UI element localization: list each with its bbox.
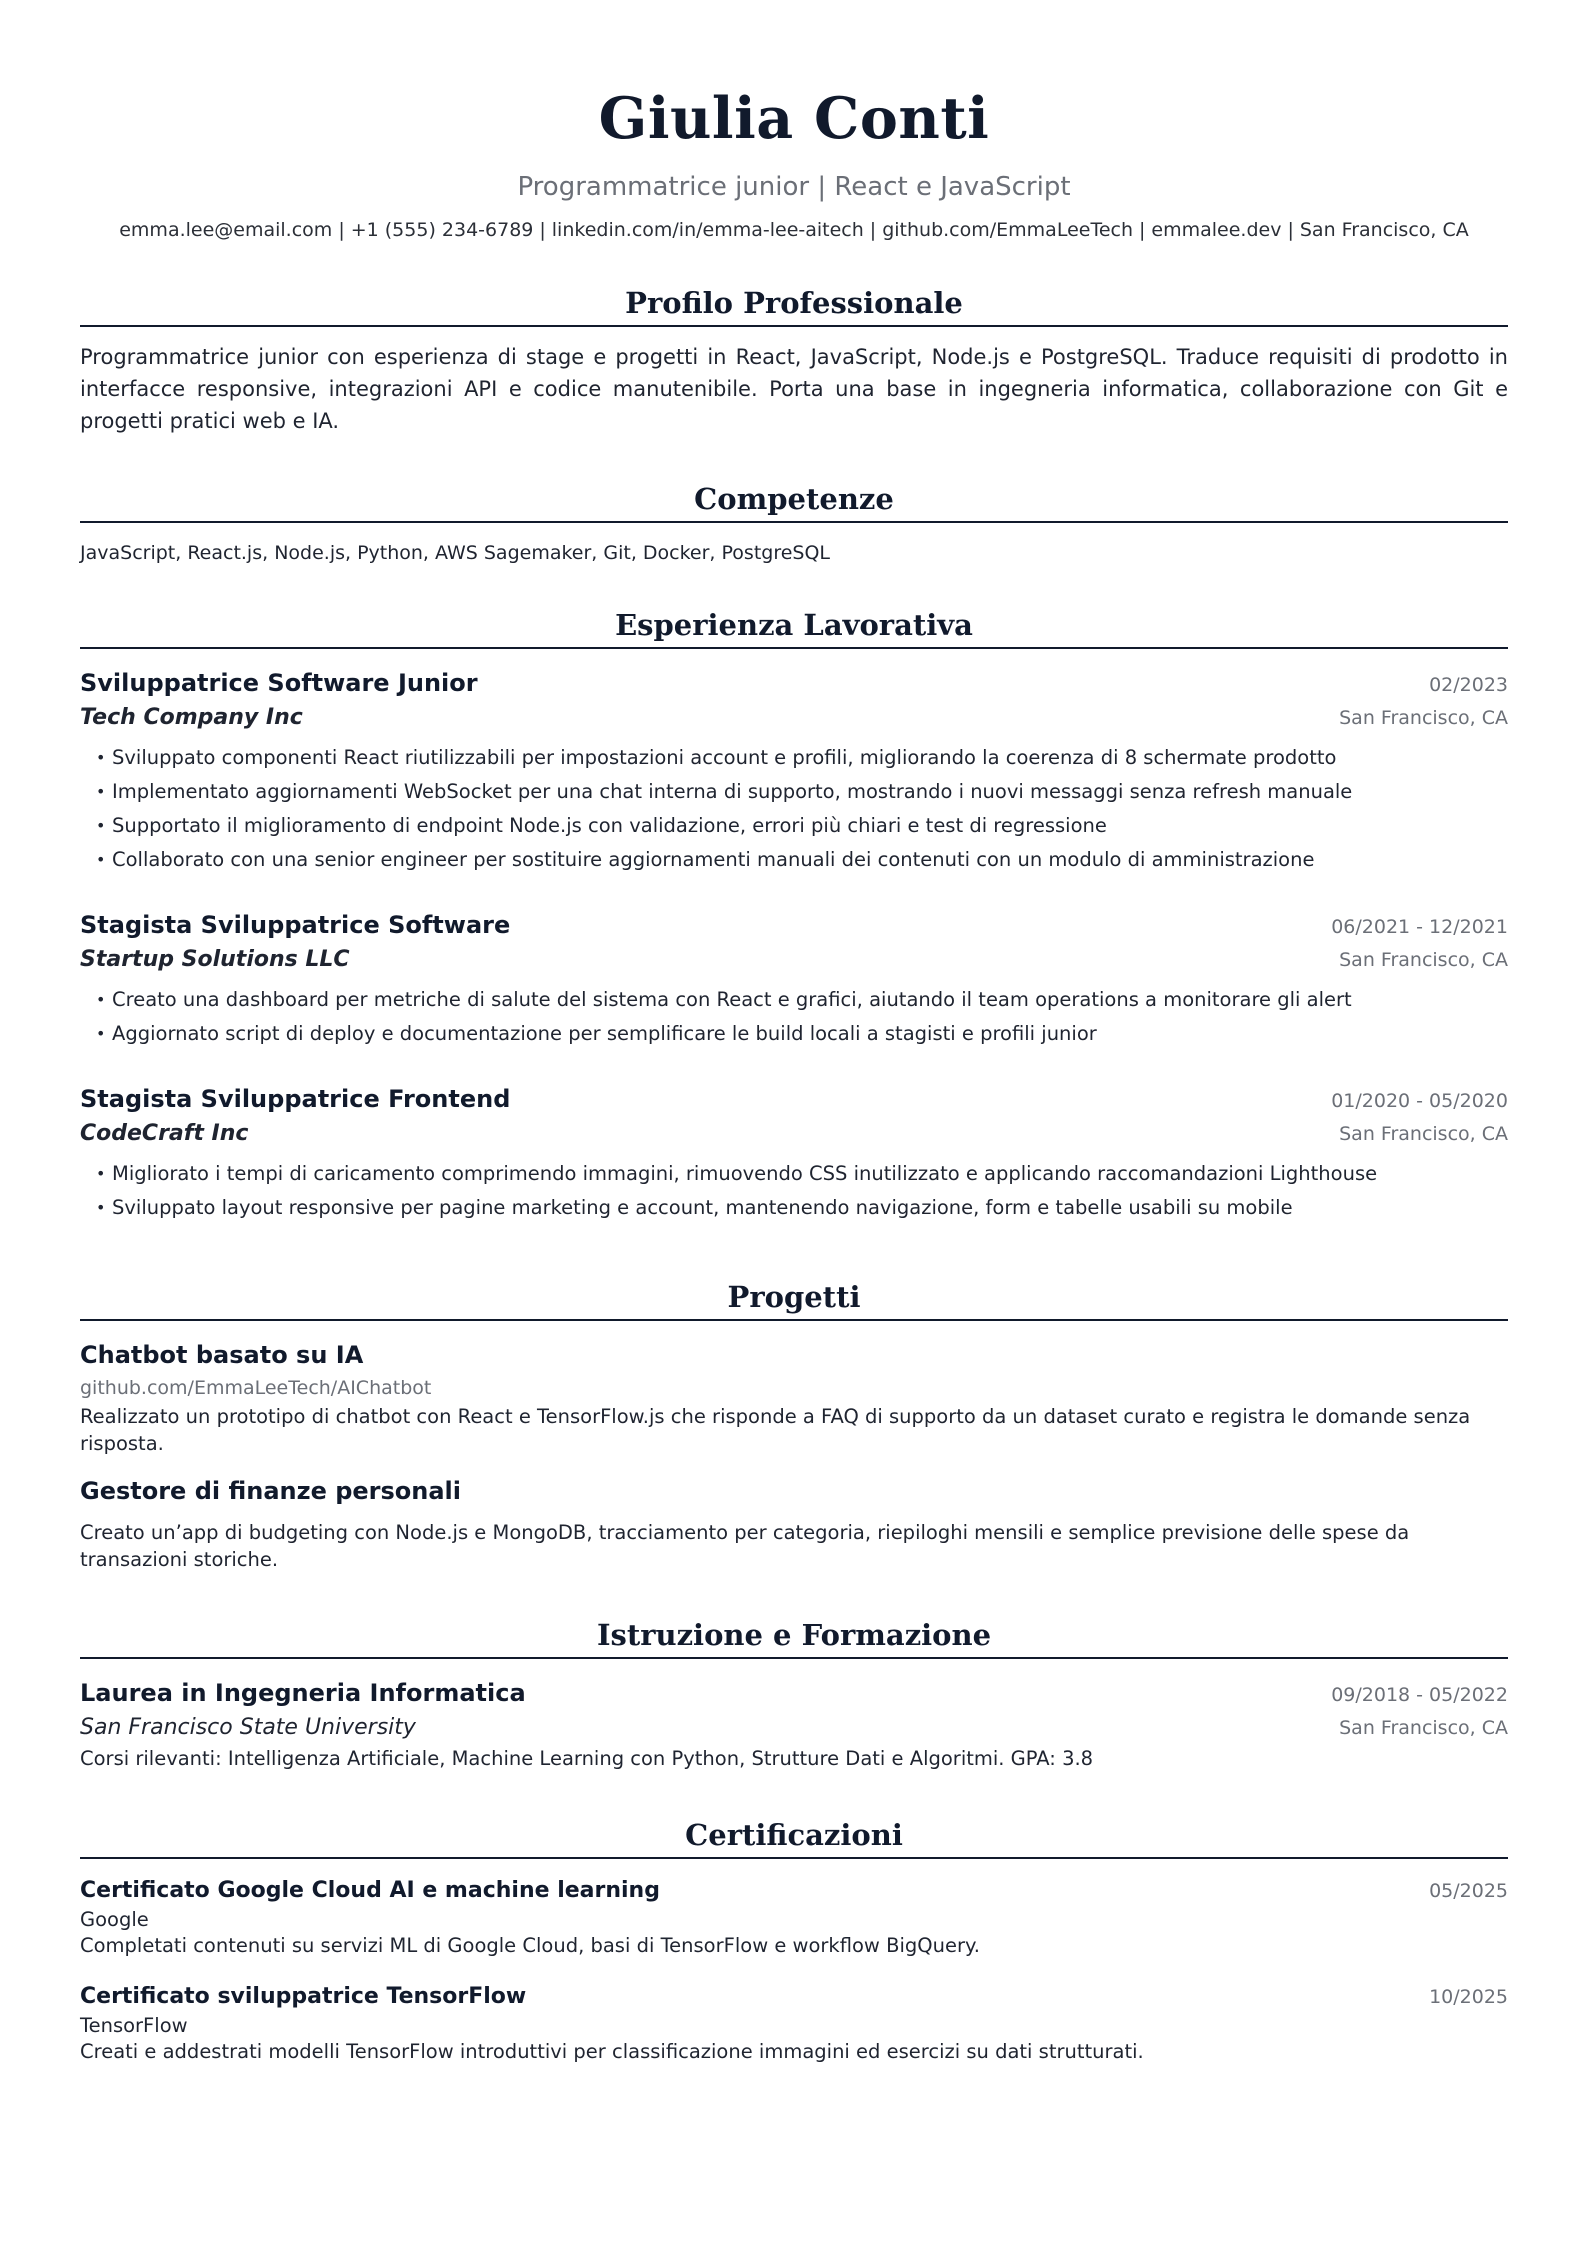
experience-section-title: Esperienza Lavorativa	[80, 605, 1508, 649]
job-bullets	[80, 1157, 1508, 1225]
contact-separator: |	[1287, 219, 1294, 241]
education-date: 09/2018 - 05/2022	[1331, 1684, 1508, 1706]
contact-phone[interactable]: +1 (555) 234-6789	[350, 219, 534, 241]
job-bullet: • Implementato aggiornamenti WebSocket per una chat interna di supporto, mostrando i nuovi messaggi senza refresh manuale	[96, 775, 1508, 809]
education-section-title: Istruzione e Formazione	[80, 1615, 1508, 1659]
job-bullet: • Aggiornato script di deploy e documentazione per semplificare le build locali a stagisti e profili junior	[96, 1017, 1508, 1051]
contact-linkedin[interactable]: linkedin.com/in/emma-lee-aitech	[551, 219, 864, 241]
education-entry	[80, 1675, 1508, 1773]
project-entry	[80, 1337, 1508, 1457]
certification-entry	[80, 1875, 1508, 1959]
job-company: Tech Company Inc	[80, 705, 303, 730]
job-bullet: • Sviluppato componenti React riutilizzabili per impostazioni account e profili, migliorando la coerenza di 8 schermate prodotto	[96, 741, 1508, 775]
certifications-section-title: Certificazioni	[80, 1815, 1508, 1859]
contact-separator: |	[539, 219, 546, 241]
project-name: Gestore di finanze personali	[80, 1477, 462, 1505]
job-role: Sviluppatrice Software Junior	[80, 669, 478, 697]
skills-section	[80, 479, 1508, 567]
contact-email[interactable]: emma.lee@email.com	[119, 219, 333, 241]
contact-separator: |	[1139, 219, 1146, 241]
job-company: CodeCraft Inc	[80, 1121, 249, 1146]
certifications-section	[80, 1815, 1508, 2065]
certification-issuer: TensorFlow	[80, 2014, 188, 2037]
certification-name: Certificato sviluppatrice TensorFlow	[80, 1984, 527, 2009]
job-bullet: • Creato una dashboard per metriche di salute del sistema con React e grafici, aiutando il team operations a monitorare gli alert	[96, 983, 1508, 1017]
contact-github[interactable]: github.com/EmmaLeeTech	[882, 219, 1134, 241]
job-entry	[80, 907, 1508, 1051]
contact-separator: |	[869, 219, 877, 241]
job-bullet: • Collaborato con una senior engineer per sostituire aggiornamenti manuali dei contenuti con un modulo di amministrazione	[96, 843, 1508, 877]
skills-section-title: Competenze	[80, 479, 1508, 523]
certification-date: 10/2025	[1429, 1986, 1508, 2008]
education-school: San Francisco State University	[80, 1715, 416, 1740]
education-section	[80, 1615, 1508, 1773]
job-bullet: • Supportato il miglioramento di endpoint Node.js con validazione, errori più chiari e test di regressione	[96, 809, 1508, 843]
job-date: 06/2021 - 12/2021	[1331, 916, 1508, 938]
contact-website[interactable]: emmalee.dev	[1151, 219, 1282, 241]
job-date: 01/2020 - 05/2020	[1331, 1090, 1508, 1112]
resume-header	[80, 0, 1508, 243]
job-role: Stagista Sviluppatrice Frontend	[80, 1085, 511, 1113]
project-description: Creato un’app di budgeting con Node.js e MongoDB, tracciamento per categoria, riepiloghi mensili e semplice previsione delle spese da transazioni storiche.	[80, 1521, 1410, 1571]
project-entry	[80, 1473, 1508, 1573]
contact-line	[80, 217, 1508, 243]
certification-name: Certificato Google Cloud AI e machine learning	[80, 1878, 660, 1903]
profile-section	[80, 283, 1508, 437]
job-entry	[80, 665, 1508, 877]
skills-text: JavaScript, React.js, Node.js, Python, AWS Sagemaker, Git, Docker, PostgreSQL	[80, 542, 831, 564]
projects-section-title: Progetti	[80, 1277, 1508, 1321]
contact-location: San Francisco, CA	[1299, 219, 1469, 241]
education-degree: Laurea in Ingegneria Informatica	[80, 1679, 526, 1707]
certification-entry	[80, 1981, 1508, 2065]
profile-section-title: Profilo Professionale	[80, 283, 1508, 327]
job-bullet: • Migliorato i tempi di caricamento comprimendo immagini, rimuovendo CSS inutilizzato e applicando raccomandazioni Lighthouse	[96, 1157, 1508, 1191]
job-bullets	[80, 741, 1508, 877]
certification-description: Completati contenuti su servizi ML di Google Cloud, basi di TensorFlow e workflow BigQuery.	[80, 1934, 980, 1957]
certification-description: Creati e addestrati modelli TensorFlow introduttivi per classificazione immagini ed esercizi su dati strutturati.	[80, 2040, 1144, 2063]
job-date: 02/2023	[1429, 674, 1508, 696]
education-location: San Francisco, CA	[1339, 1717, 1508, 1739]
job-location: San Francisco, CA	[1339, 949, 1508, 971]
job-entry	[80, 1081, 1508, 1225]
certification-issuer: Google	[80, 1908, 149, 1931]
project-link[interactable]: github.com/EmmaLeeTech/AIChatbot	[80, 1377, 432, 1399]
education-note: Corsi rilevanti: Intelligenza Artificiale, Machine Learning con Python, Strutture Dati e Algoritmi. GPA: 3.8	[80, 1747, 1094, 1770]
project-name: Chatbot basato su IA	[80, 1341, 364, 1369]
job-bullet: • Sviluppato layout responsive per pagine marketing e account, mantenendo navigazione, form e tabelle usabili su mobile	[96, 1191, 1508, 1225]
job-bullets	[80, 983, 1508, 1051]
profile-text: Programmatrice junior con esperienza di stage e progetti in React, JavaScript, Node.js e PostgreSQL. Traduce requisiti di prodotto in interfacce responsive, integrazioni API e codice manutenibile. Porta una base in ingegneria informatica, collaborazione con Git e progetti pratici web e IA.	[80, 345, 1508, 433]
job-role: Stagista Sviluppatrice Software	[80, 911, 511, 939]
candidate-headline: Programmatrice junior | React e JavaScript	[517, 172, 1071, 202]
experience-section	[80, 605, 1508, 1225]
certification-date: 05/2025	[1429, 1880, 1508, 1902]
job-company: Startup Solutions LLC	[80, 947, 350, 972]
job-location: San Francisco, CA	[1339, 707, 1508, 729]
projects-section	[80, 1277, 1508, 1573]
candidate-name: Giulia Conti	[598, 85, 990, 152]
contact-separator: |	[338, 219, 345, 241]
job-location: San Francisco, CA	[1339, 1123, 1508, 1145]
project-description: Realizzato un prototipo di chatbot con React e TensorFlow.js che risponde a FAQ di supporto da un dataset curato e registra le domande senza risposta.	[80, 1405, 1471, 1455]
